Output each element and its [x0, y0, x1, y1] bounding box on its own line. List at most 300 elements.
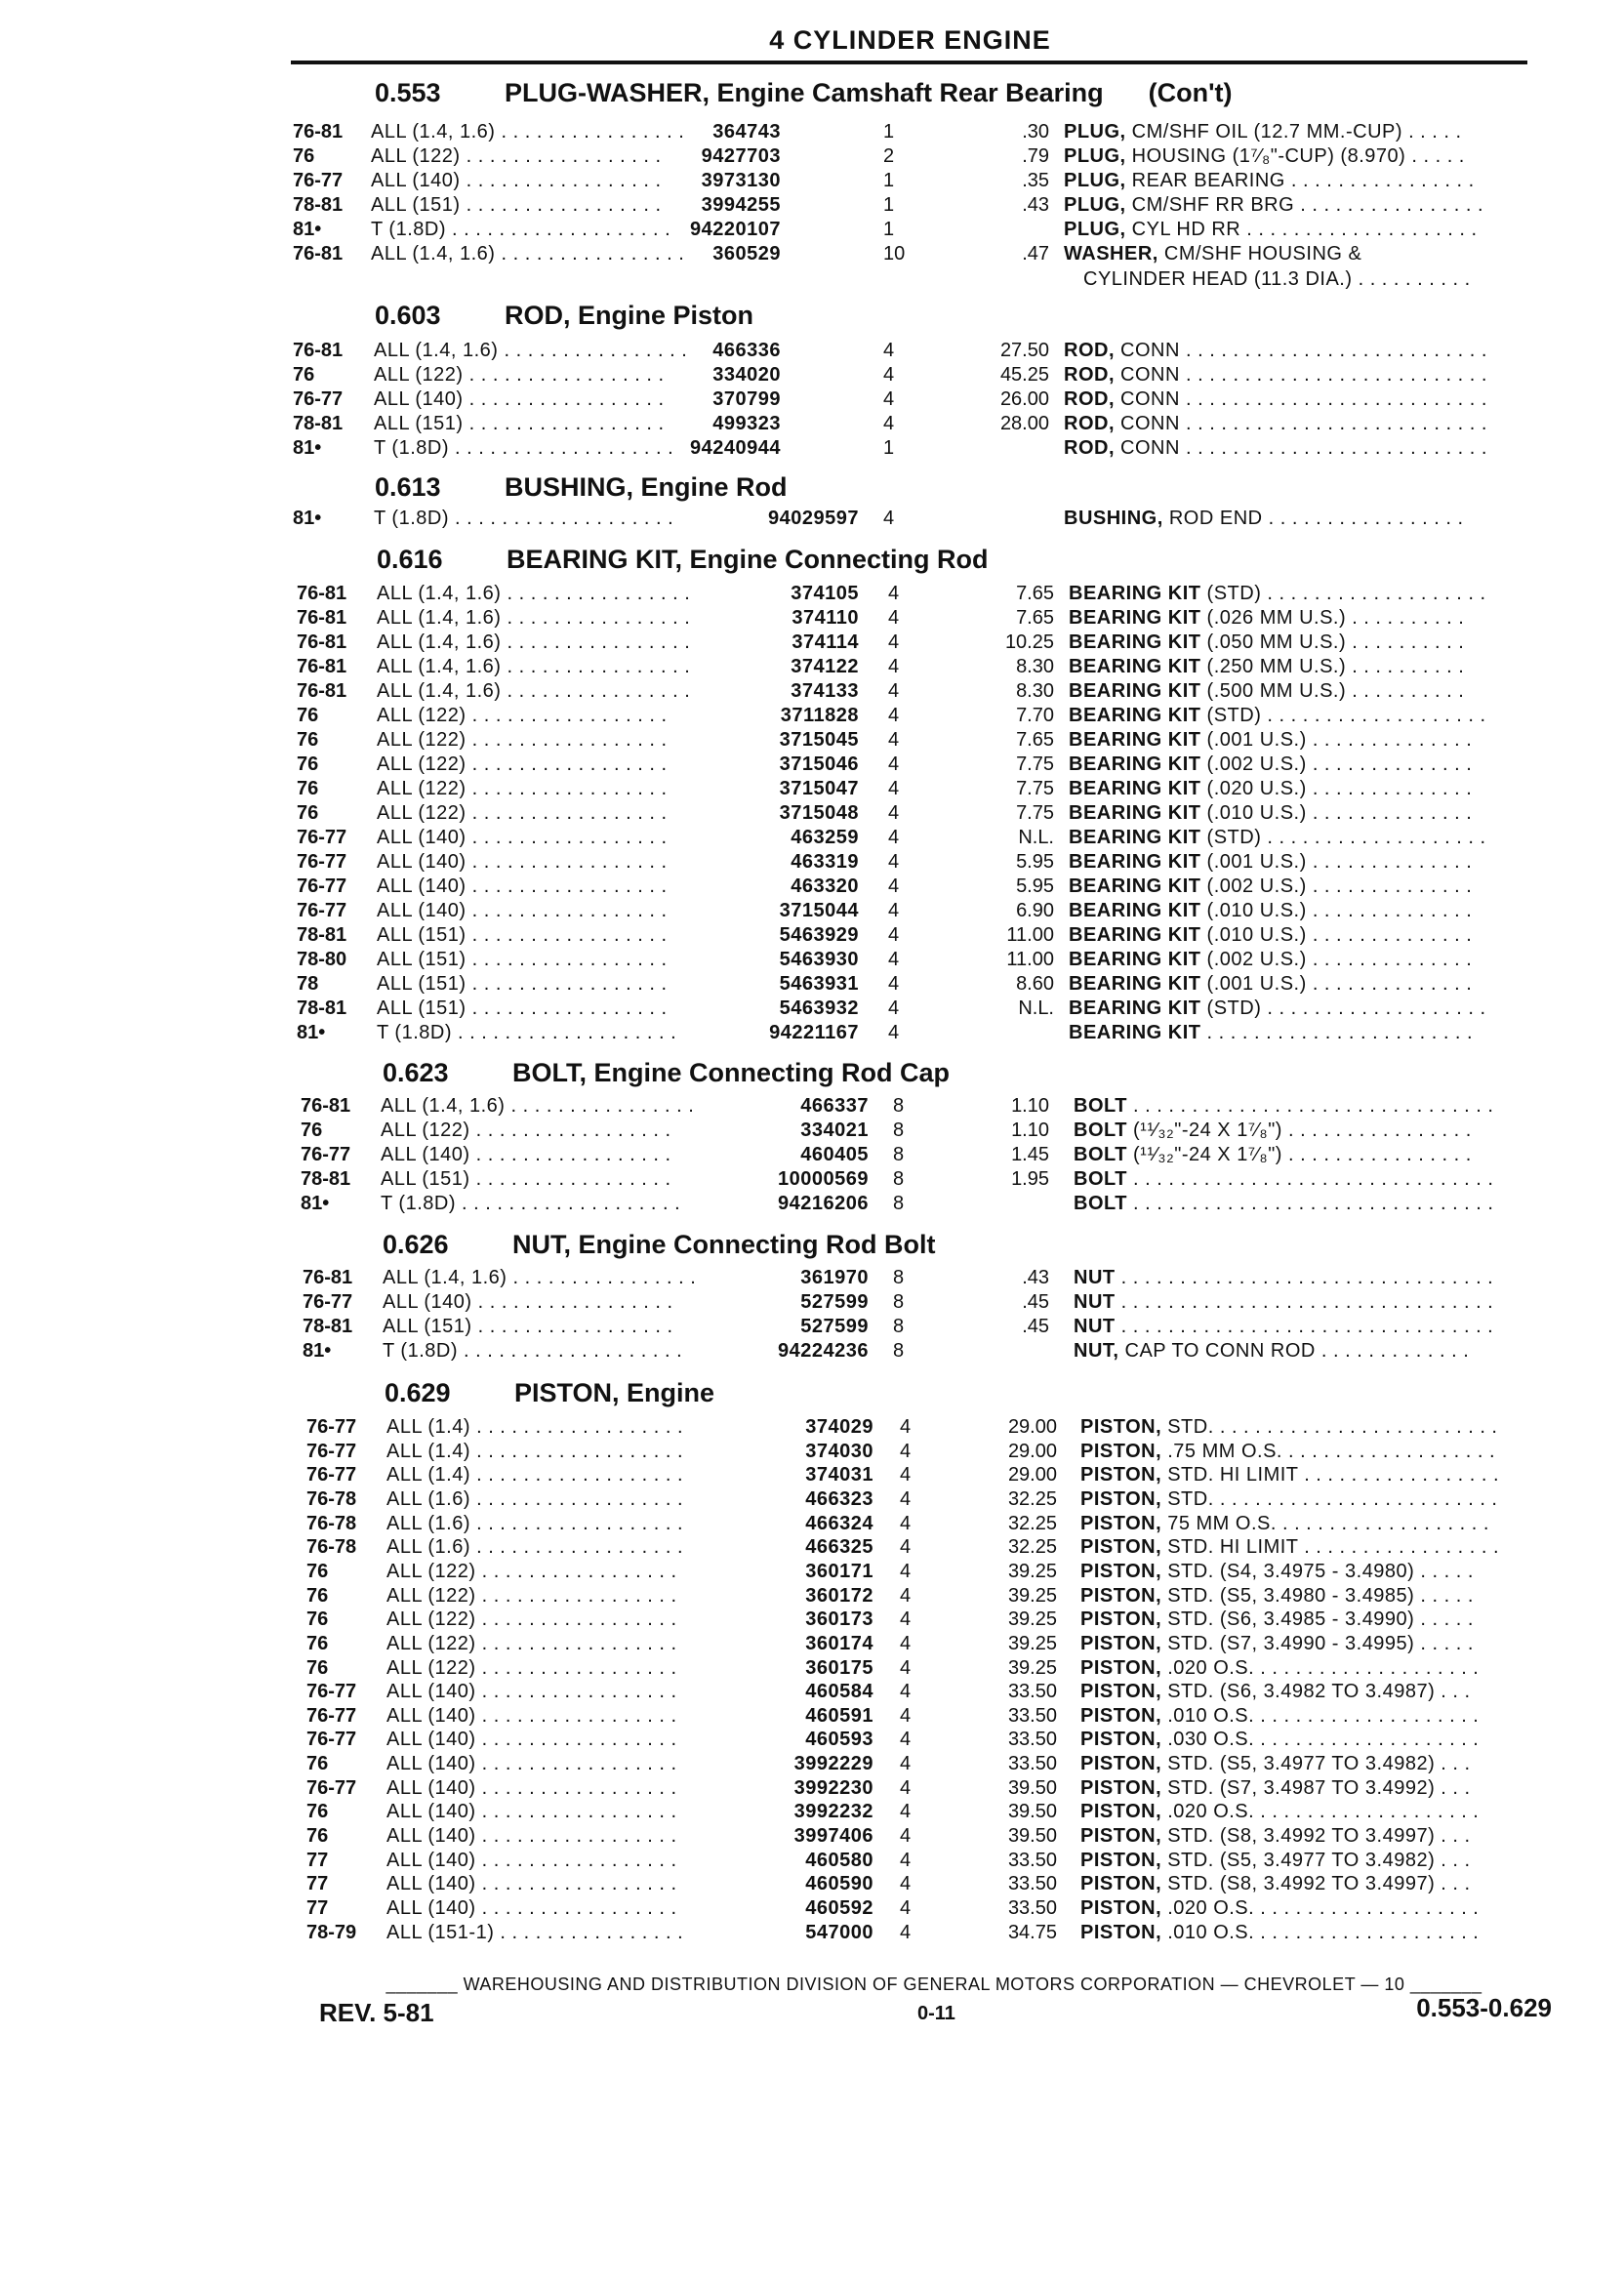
part-row: [0, 1585, 1624, 1609]
description-keyword: BEARING KIT: [1069, 656, 1201, 677]
quantity-cell: 4: [883, 413, 895, 434]
description-cell: [1080, 1922, 1552, 1944]
quantity-cell: 4: [888, 998, 900, 1019]
part-row: [0, 1633, 1624, 1657]
part-number-cell: 5463932: [779, 998, 859, 1019]
part-number-cell: 9427703: [701, 145, 781, 167]
description-detail: (.002 U.S.) . . . . . . . . . . . . . .: [1200, 875, 1473, 897]
description-cell: [1074, 1340, 1552, 1363]
quantity-cell: 4: [888, 875, 900, 897]
description-keyword: BEARING KIT: [1069, 607, 1201, 629]
part-row: [0, 388, 1624, 413]
application-cell: ALL (151) . . . . . . . . . . . . . . . . .: [381, 1168, 671, 1190]
application-cell: ALL (140) . . . . . . . . . . . . . . . . .: [386, 1753, 677, 1775]
part-number-cell: 3973130: [701, 170, 781, 191]
description-detail: . . . . . . . . . . . . . . . . . . . . . . .: [1200, 1022, 1474, 1043]
description-keyword: PISTON,: [1080, 1416, 1162, 1438]
year-cell: 76-77: [306, 1776, 357, 1799]
part-number-cell: 463320: [791, 875, 859, 897]
description-detail: . . . . . . . . . . . . . . . . . . . . . . . . . . . . . . .: [1126, 1168, 1494, 1190]
description-cell: [1074, 1316, 1552, 1338]
application-cell: ALL (151-1) . . . . . . . . . . . . . . . .: [386, 1921, 684, 1943]
description-cell: [1069, 1022, 1552, 1044]
part-number-cell: 374110: [792, 607, 859, 629]
description-detail: .010 O.S. . . . . . . . . . . . . . . . . . . .: [1161, 1921, 1480, 1943]
description-keyword: NUT: [1074, 1316, 1116, 1337]
year-cell: 76-81: [297, 656, 347, 677]
quantity-cell: 8: [893, 1095, 905, 1117]
quantity-cell: 4: [900, 1487, 912, 1510]
application-cell: ALL (122) . . . . . . . . . . . . . . . . .: [386, 1656, 677, 1679]
application-cell: ALL (1.6) . . . . . . . . . . . . . . . . . .: [386, 1512, 684, 1534]
application-cell: ALL (1.4, 1.6) . . . . . . . . . . . . . . . .: [374, 340, 688, 361]
footer-revision: REV. 5-81: [319, 1998, 434, 2027]
description-detail: (.010 U.S.) . . . . . . . . . . . . . .: [1200, 924, 1473, 946]
description-detail: STD. (S5, 3.4977 TO 3.4982) . . .: [1161, 1753, 1471, 1775]
description-detail: (.002 U.S.) . . . . . . . . . . . . . .: [1200, 753, 1473, 775]
description-detail: (¹¹⁄₃₂"-24 X 1⁷⁄₈") . . . . . . . . . . . . . . . .: [1126, 1120, 1472, 1141]
description-cell: [1064, 194, 1552, 217]
quantity-cell: 10: [883, 243, 906, 265]
year-cell: 76: [306, 1825, 329, 1848]
description-cell: [1080, 1825, 1552, 1848]
price-cell: 29.00: [1007, 1440, 1057, 1462]
description-keyword: PISTON,: [1080, 1897, 1162, 1919]
description-detail: STD. (S5, 3.4977 TO 3.4982) . . .: [1161, 1849, 1471, 1871]
part-row: [0, 949, 1624, 973]
description-keyword: PLUG,: [1064, 170, 1126, 191]
price-cell: 39.25: [1007, 1584, 1057, 1607]
price-cell: .43: [1022, 1267, 1049, 1288]
part-number-cell: 10000569: [778, 1168, 869, 1190]
description-detail: (.020 U.S.) . . . . . . . . . . . . . .: [1200, 778, 1473, 799]
description-cell: [1080, 1608, 1552, 1631]
price-cell: 33.50: [1007, 1849, 1057, 1871]
price-cell: N.L.: [1018, 998, 1054, 1019]
year-cell: 78-80: [297, 949, 347, 970]
section-title: BUSHING, Engine Rod: [505, 472, 788, 502]
part-row: [0, 1120, 1624, 1144]
quantity-cell: 4: [900, 1729, 912, 1751]
description-cell: [1064, 340, 1552, 362]
part-number-cell: 460593: [805, 1729, 873, 1751]
year-cell: 76-77: [306, 1681, 357, 1703]
part-number-cell: 374133: [791, 680, 859, 702]
description-keyword: NUT: [1074, 1267, 1116, 1288]
description-detail: (STD) . . . . . . . . . . . . . . . . . . .: [1200, 705, 1486, 726]
part-number-cell: 374029: [805, 1416, 873, 1438]
description-keyword: PISTON,: [1080, 1704, 1162, 1727]
quantity-cell: 8: [893, 1120, 905, 1141]
description-keyword: PISTON,: [1080, 1873, 1162, 1895]
part-number-cell: 94029597: [768, 508, 859, 529]
part-number-cell: 466325: [805, 1536, 873, 1559]
price-cell: .45: [1022, 1316, 1049, 1337]
description-cell: [1069, 802, 1552, 825]
part-row: [0, 1464, 1624, 1488]
section-number: 0.603: [375, 301, 441, 330]
part-number-cell: 374030: [805, 1440, 873, 1462]
description-detail: 75 MM O.S. . . . . . . . . . . . . . . . . . .: [1161, 1512, 1489, 1534]
description-cell: [1080, 1657, 1552, 1680]
part-row: [0, 121, 1624, 145]
part-row: [0, 1777, 1624, 1802]
application-cell: ALL (140) . . . . . . . . . . . . . . . . .: [386, 1681, 677, 1703]
description-detail: CAP TO CONN ROD . . . . . . . . . . . . .: [1118, 1340, 1470, 1362]
description-cell: [1069, 851, 1552, 874]
part-row: [0, 1488, 1624, 1513]
part-row: [0, 631, 1624, 656]
part-number-cell: 466336: [712, 340, 781, 361]
description-cell: [1074, 1267, 1552, 1289]
footer-section-range: 0.553-0.629: [1416, 1993, 1552, 2022]
description-keyword: PLUG,: [1064, 219, 1126, 240]
quantity-cell: 4: [900, 1873, 912, 1895]
application-cell: ALL (140) . . . . . . . . . . . . . . . . .: [386, 1825, 677, 1848]
part-number-cell: 3992229: [793, 1753, 873, 1775]
application-cell: ALL (1.6) . . . . . . . . . . . . . . . . . .: [386, 1536, 684, 1559]
year-cell: 76-77: [306, 1416, 357, 1438]
description-detail: STD. . . . . . . . . . . . . . . . . . . . . . . . .: [1161, 1416, 1498, 1438]
part-row: [0, 170, 1624, 194]
year-cell: 77: [306, 1897, 329, 1919]
part-number-cell: 374114: [792, 631, 859, 653]
description-cell: [1069, 729, 1552, 752]
part-number-cell: 463319: [791, 851, 859, 873]
description-detail: STD. (S5, 3.4980 - 3.4985) . . . . .: [1161, 1584, 1474, 1607]
part-row: [0, 243, 1624, 267]
description-keyword: PLUG,: [1064, 145, 1126, 167]
description-keyword: PISTON,: [1080, 1536, 1162, 1559]
year-cell: 76: [306, 1560, 329, 1582]
description-detail: (STD) . . . . . . . . . . . . . . . . . . .: [1200, 998, 1486, 1019]
price-cell: 6.90: [1016, 900, 1054, 921]
year-cell: 76-77: [303, 1291, 353, 1313]
year-cell: 81•: [293, 219, 322, 240]
quantity-cell: 4: [888, 705, 900, 726]
price-cell: N.L.: [1018, 827, 1054, 848]
section-heading: [383, 1230, 935, 1263]
quantity-cell: 4: [888, 802, 900, 824]
application-cell: ALL (151) . . . . . . . . . . . . . . . . .: [374, 413, 665, 434]
year-cell: 78: [297, 973, 319, 995]
price-cell: 33.50: [1007, 1729, 1057, 1751]
application-cell: ALL (122) . . . . . . . . . . . . . . . . .: [377, 753, 668, 775]
description-cell: [1064, 508, 1552, 530]
price-cell: .47: [1022, 243, 1049, 265]
year-cell: 76-77: [297, 827, 347, 848]
year-cell: 76: [301, 1120, 323, 1141]
quantity-cell: 1: [883, 121, 895, 142]
part-row: [0, 1850, 1624, 1874]
year-cell: 76: [293, 364, 315, 386]
part-row: [0, 1897, 1624, 1922]
section-number: 0.629: [385, 1378, 451, 1407]
part-number-cell: 360173: [805, 1608, 873, 1631]
price-cell: 11.00: [1006, 924, 1054, 946]
application-cell: ALL (140) . . . . . . . . . . . . . . . . .: [377, 851, 668, 873]
year-cell: 76-77: [306, 1704, 357, 1727]
year-cell: 76: [293, 145, 315, 167]
year-cell: 76: [306, 1632, 329, 1654]
description-cell: [1069, 875, 1552, 898]
description-cell: [1080, 1536, 1552, 1559]
quantity-cell: 8: [893, 1144, 905, 1165]
price-cell: 5.95: [1016, 875, 1054, 897]
footer-page-number: 0-11: [917, 2003, 955, 2024]
section-title: ROD, Engine Piston: [505, 301, 754, 330]
quantity-cell: 4: [900, 1704, 912, 1727]
description-detail: ROD END . . . . . . . . . . . . . . . . .: [1162, 508, 1464, 529]
application-cell: T (1.8D) . . . . . . . . . . . . . . . . . . .: [381, 1193, 681, 1214]
description-cell: [1069, 827, 1552, 849]
price-cell: 5.95: [1016, 851, 1054, 873]
part-row: [0, 680, 1624, 705]
year-cell: 76-77: [306, 1464, 357, 1486]
section-number: 0.616: [377, 545, 443, 574]
year-cell: 76-81: [303, 1267, 353, 1288]
price-cell: 28.00: [999, 413, 1049, 434]
part-row: [0, 1753, 1624, 1777]
quantity-cell: 4: [900, 1921, 912, 1943]
part-row: [0, 900, 1624, 924]
description-keyword: BOLT: [1074, 1120, 1127, 1141]
description-detail: (¹¹⁄₃₂"-24 X 1⁷⁄₈") . . . . . . . . . . . . . . . .: [1126, 1144, 1472, 1165]
part-row: [0, 1267, 1624, 1291]
price-cell: 1.10: [1011, 1095, 1049, 1117]
description-detail: CONN . . . . . . . . . . . . . . . . . . . . . . . . . .: [1115, 364, 1487, 386]
description-cell: [1080, 1705, 1552, 1728]
quantity-cell: 4: [888, 973, 900, 995]
footer-division: _______ WAREHOUSING AND DISTRIBUTION DIVISION OF GENERAL MOTORS CORPORATION — CHEVROLET — 10 _______: [386, 1975, 1482, 1994]
quantity-cell: 4: [883, 364, 895, 386]
section-heading: [377, 545, 989, 578]
price-cell: 39.25: [1007, 1656, 1057, 1679]
year-cell: 76: [306, 1801, 329, 1823]
application-cell: ALL (1.4, 1.6) . . . . . . . . . . . . . . . .: [371, 121, 685, 142]
quantity-cell: 4: [900, 1656, 912, 1679]
price-cell: 26.00: [999, 388, 1049, 410]
quantity-cell: 4: [900, 1464, 912, 1486]
description-cell: [1080, 1681, 1552, 1703]
description-cell: [1080, 1850, 1552, 1872]
description-cell: [1069, 998, 1552, 1020]
application-cell: ALL (151) . . . . . . . . . . . . . . . . .: [377, 998, 668, 1019]
part-row: [0, 1340, 1624, 1364]
description-keyword: PISTON,: [1080, 1681, 1162, 1703]
description-keyword: PISTON,: [1080, 1608, 1162, 1631]
description-cell: [1074, 1193, 1552, 1215]
quantity-cell: 4: [900, 1825, 912, 1848]
application-cell: ALL (140) . . . . . . . . . . . . . . . . .: [386, 1704, 677, 1727]
description-detail: .010 O.S. . . . . . . . . . . . . . . . . . . .: [1161, 1704, 1480, 1727]
section-heading: [385, 1378, 714, 1411]
year-cell: 76-81: [297, 607, 347, 629]
quantity-cell: 4: [900, 1849, 912, 1871]
section-heading: [375, 78, 1233, 111]
price-cell: 7.65: [1016, 583, 1054, 604]
year-cell: 76-81: [297, 680, 347, 702]
part-number-cell: 374122: [791, 656, 859, 677]
quantity-cell: 4: [900, 1776, 912, 1799]
description-cell: [1069, 924, 1552, 947]
part-row: [0, 1608, 1624, 1633]
year-cell: 76-81: [293, 340, 344, 361]
part-row: [0, 851, 1624, 875]
part-number-cell: 334021: [800, 1120, 869, 1141]
description-keyword: PLUG,: [1064, 121, 1126, 142]
quantity-cell: 4: [900, 1681, 912, 1703]
application-cell: T (1.8D) . . . . . . . . . . . . . . . . . . .: [374, 508, 674, 529]
part-number-cell: 94240944: [690, 437, 781, 459]
section-heading: [383, 1058, 950, 1091]
part-row: [0, 1801, 1624, 1825]
year-cell: 81•: [297, 1022, 326, 1043]
year-cell: 76-81: [293, 121, 344, 142]
section-number: 0.626: [383, 1230, 449, 1259]
year-cell: 76-77: [293, 170, 344, 191]
description-detail: CONN . . . . . . . . . . . . . . . . . . . . . . . . . .: [1115, 388, 1487, 410]
year-cell: 76-77: [297, 875, 347, 897]
description-detail: . . . . . . . . . . . . . . . . . . . . . . . . . . . . . . . .: [1115, 1291, 1494, 1313]
price-cell: 8.30: [1016, 680, 1054, 702]
description-keyword: PISTON,: [1080, 1753, 1162, 1775]
description-keyword: PISTON,: [1080, 1849, 1162, 1871]
description-keyword: WASHER,: [1064, 243, 1158, 265]
part-number-cell: 370799: [712, 388, 781, 410]
quantity-cell: 4: [888, 900, 900, 921]
application-cell: ALL (140) . . . . . . . . . . . . . . . . .: [381, 1144, 671, 1165]
part-row: [0, 778, 1624, 802]
part-number-cell: 3715048: [779, 802, 859, 824]
part-number-cell: 466323: [805, 1487, 873, 1510]
description-cell: [1069, 778, 1552, 800]
part-row: [0, 1657, 1624, 1682]
year-cell: 76-78: [306, 1536, 357, 1559]
description-cell: [1080, 1416, 1552, 1439]
section-heading: [375, 301, 753, 334]
price-cell: 27.50: [999, 340, 1049, 361]
part-number-cell: 3715046: [779, 753, 859, 775]
part-row: [0, 1873, 1624, 1897]
description-cell: [1080, 1873, 1552, 1895]
year-cell: 78-81: [293, 194, 344, 216]
part-row: [0, 753, 1624, 778]
application-cell: ALL (140) . . . . . . . . . . . . . . . . .: [383, 1291, 673, 1313]
price-cell: 39.50: [1007, 1801, 1057, 1823]
price-cell: 39.50: [1007, 1776, 1057, 1799]
section-title: BOLT, Engine Connecting Rod Cap: [512, 1058, 950, 1087]
price-cell: 1.10: [1011, 1120, 1049, 1141]
application-cell: ALL (140) . . . . . . . . . . . . . . . . .: [377, 875, 668, 897]
quantity-cell: 4: [900, 1608, 912, 1631]
description-detail: STD. (S6, 3.4985 - 3.4990) . . . . .: [1161, 1608, 1474, 1631]
quantity-cell: 4: [888, 729, 900, 751]
description-cell: [1080, 1513, 1552, 1535]
header-rule: [291, 61, 1527, 64]
part-row: [0, 705, 1624, 729]
price-cell: 33.50: [1007, 1753, 1057, 1775]
quantity-cell: 8: [893, 1267, 905, 1288]
description-detail: .75 MM O.S. . . . . . . . . . . . . . . . . . .: [1161, 1440, 1495, 1462]
quantity-cell: 4: [883, 388, 895, 410]
application-cell: ALL (122) . . . . . . . . . . . . . . . . .: [386, 1560, 677, 1582]
part-number-cell: 3992230: [793, 1776, 873, 1799]
description-keyword: BEARING KIT: [1069, 705, 1201, 726]
year-cell: 76-77: [297, 851, 347, 873]
part-number-cell: 361970: [800, 1267, 869, 1288]
quantity-cell: 4: [900, 1801, 912, 1823]
application-cell: ALL (140) . . . . . . . . . . . . . . . . .: [377, 900, 668, 921]
part-row: [0, 194, 1624, 219]
year-cell: 76-81: [297, 583, 347, 604]
description-cell: [1064, 121, 1552, 143]
part-number-cell: 3992232: [793, 1801, 873, 1823]
quantity-cell: 4: [900, 1753, 912, 1775]
part-row: [0, 1022, 1624, 1046]
description-keyword: BEARING KIT: [1069, 924, 1201, 946]
description-cell: [1080, 1585, 1552, 1608]
description-detail: (STD) . . . . . . . . . . . . . . . . . . .: [1200, 583, 1486, 604]
description-keyword: PISTON,: [1080, 1464, 1162, 1486]
year-cell: 78-81: [297, 998, 347, 1019]
description-cell: [1064, 145, 1552, 168]
application-cell: T (1.8D) . . . . . . . . . . . . . . . . . . .: [377, 1022, 677, 1043]
application-cell: T (1.8D) . . . . . . . . . . . . . . . . . . .: [383, 1340, 683, 1362]
price-cell: 8.30: [1016, 656, 1054, 677]
description-detail: CM/SHF HOUSING &: [1157, 243, 1362, 265]
description-detail: STD. (S8, 3.4992 TO 3.4997) . . .: [1161, 1873, 1471, 1895]
application-cell: ALL (1.4, 1.6) . . . . . . . . . . . . . . . .: [383, 1267, 697, 1288]
page-title: 4 CYLINDER ENGINE: [769, 25, 1051, 55]
price-cell: 29.00: [1007, 1416, 1057, 1438]
description-keyword: PISTON,: [1080, 1825, 1162, 1848]
price-cell: 8.60: [1016, 973, 1054, 995]
part-row: [0, 998, 1624, 1022]
part-number-cell: 463259: [791, 827, 859, 848]
description-detail: CONN . . . . . . . . . . . . . . . . . . . . . . . . . .: [1115, 437, 1487, 459]
part-number-cell: 5463931: [779, 973, 859, 995]
description-cell: [1074, 1168, 1552, 1191]
quantity-cell: 1: [883, 170, 895, 191]
description-cell: [1080, 1897, 1552, 1920]
price-cell: 39.25: [1007, 1632, 1057, 1654]
price-cell: 32.25: [1007, 1487, 1057, 1510]
description-cell: [1064, 413, 1552, 435]
description-keyword: BEARING KIT: [1069, 583, 1201, 604]
description-keyword: ROD,: [1064, 437, 1115, 459]
description-detail: (.010 U.S.) . . . . . . . . . . . . . .: [1200, 802, 1473, 824]
description-cell: [1069, 753, 1552, 776]
description-detail: HOUSING (1⁷⁄₈"-CUP) (8.970) . . . . .: [1125, 145, 1465, 167]
quantity-cell: 8: [893, 1193, 905, 1214]
description-keyword: BEARING KIT: [1069, 949, 1201, 970]
application-cell: ALL (1.4) . . . . . . . . . . . . . . . . . .: [386, 1440, 684, 1462]
description-keyword: PISTON,: [1080, 1440, 1162, 1462]
part-number-cell: 360174: [805, 1632, 873, 1654]
description-cell: [1080, 1561, 1552, 1583]
part-number-cell: 460405: [800, 1144, 869, 1165]
description-detail: (.050 MM U.S.) . . . . . . . . . .: [1200, 631, 1465, 653]
price-cell: .79: [1022, 145, 1049, 167]
application-cell: ALL (151) . . . . . . . . . . . . . . . . .: [383, 1316, 673, 1337]
year-cell: 76-81: [297, 631, 347, 653]
description-detail: STD. (S7, 3.4987 TO 3.4992) . . .: [1161, 1776, 1471, 1799]
description-cell: [1080, 1801, 1552, 1823]
quantity-cell: 8: [893, 1168, 905, 1190]
quantity-cell: 4: [888, 753, 900, 775]
part-row: [0, 219, 1624, 243]
